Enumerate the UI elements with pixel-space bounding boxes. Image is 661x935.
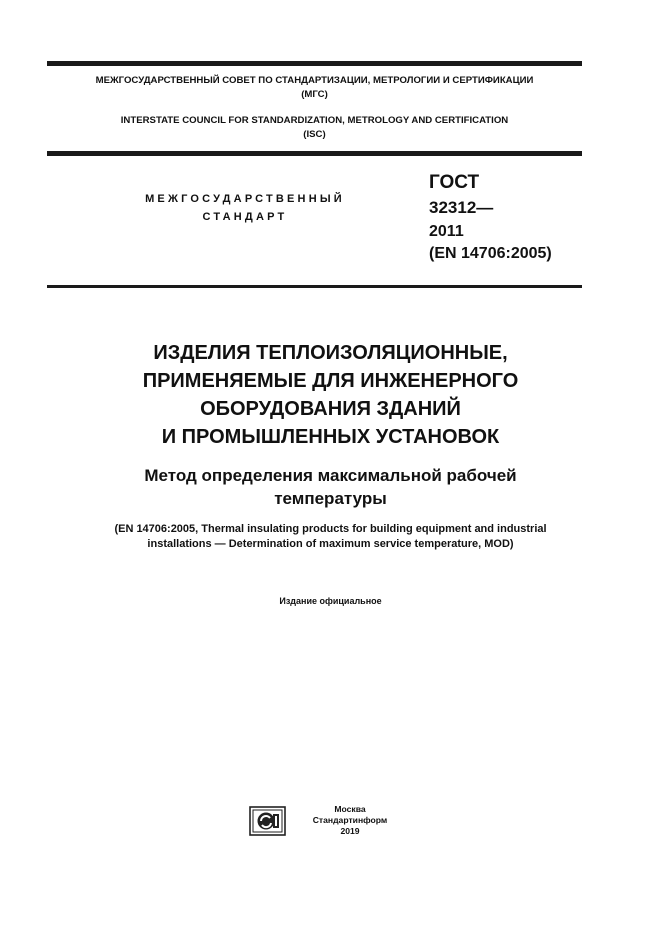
council-en (47, 114, 582, 142)
standard-type-line2: СТАНДАРТ (202, 211, 288, 223)
gost-year: 2011 (429, 223, 464, 240)
council-en-abbr: (ISC) (303, 129, 326, 140)
standard-type-line1: МЕЖГОСУДАРСТВЕННЫЙ (145, 193, 345, 205)
title-line2: ПРИМЕНЯЕМЫЕ ДЛЯ ИНЖЕНЕРНОГО (142, 370, 519, 392)
publisher-block (300, 804, 400, 837)
designation-rule (47, 285, 582, 288)
gost-label: ГОСТ (429, 172, 480, 193)
publisher-year: 2019 (340, 826, 360, 836)
edition-label: Издание официальное (279, 596, 382, 606)
publisher-name: Стандартинформ (312, 815, 388, 825)
top-rule (47, 61, 582, 66)
council-en-name: INTERSTATE COUNCIL FOR STANDARDIZATION, METROLOGY AND CERTIFICATION (120, 115, 509, 126)
gost-en-reference: (EN 14706:2005) (429, 245, 552, 262)
council-ru (47, 74, 582, 102)
en-title-line1: (EN 14706:2005, Thermal insulating products for building equipment and industrial (114, 523, 547, 535)
standartinform-logo-icon (249, 806, 286, 836)
title-line4: И ПРОМЫШЛЕННЫХ УСТАНОВОК (161, 426, 500, 448)
title-line3: ОБОРУДОВАНИЯ ЗДАНИЙ (200, 398, 461, 420)
gost-number: 32312— (429, 198, 494, 217)
header-rule (47, 151, 582, 156)
title-line1: ИЗДЕЛИЯ ТЕПЛОИЗОЛЯЦИОННЫЕ, (153, 342, 508, 364)
publisher-city: Москва (334, 804, 366, 814)
en-title-line2: installations — Determination of maximum service temperature, MOD) (147, 538, 514, 550)
council-ru-name: МЕЖГОСУДАРСТВЕННЫЙ СОВЕТ ПО СТАНДАРТИЗАЦИИ, МЕТРОЛОГИИ И СЕРТИФИКАЦИИ (95, 75, 534, 86)
subtitle-line2: температуры (274, 489, 387, 508)
subtitle-line1: Метод определения максимальной рабочей (144, 466, 517, 485)
council-ru-abbr: (МГС) (301, 89, 328, 100)
